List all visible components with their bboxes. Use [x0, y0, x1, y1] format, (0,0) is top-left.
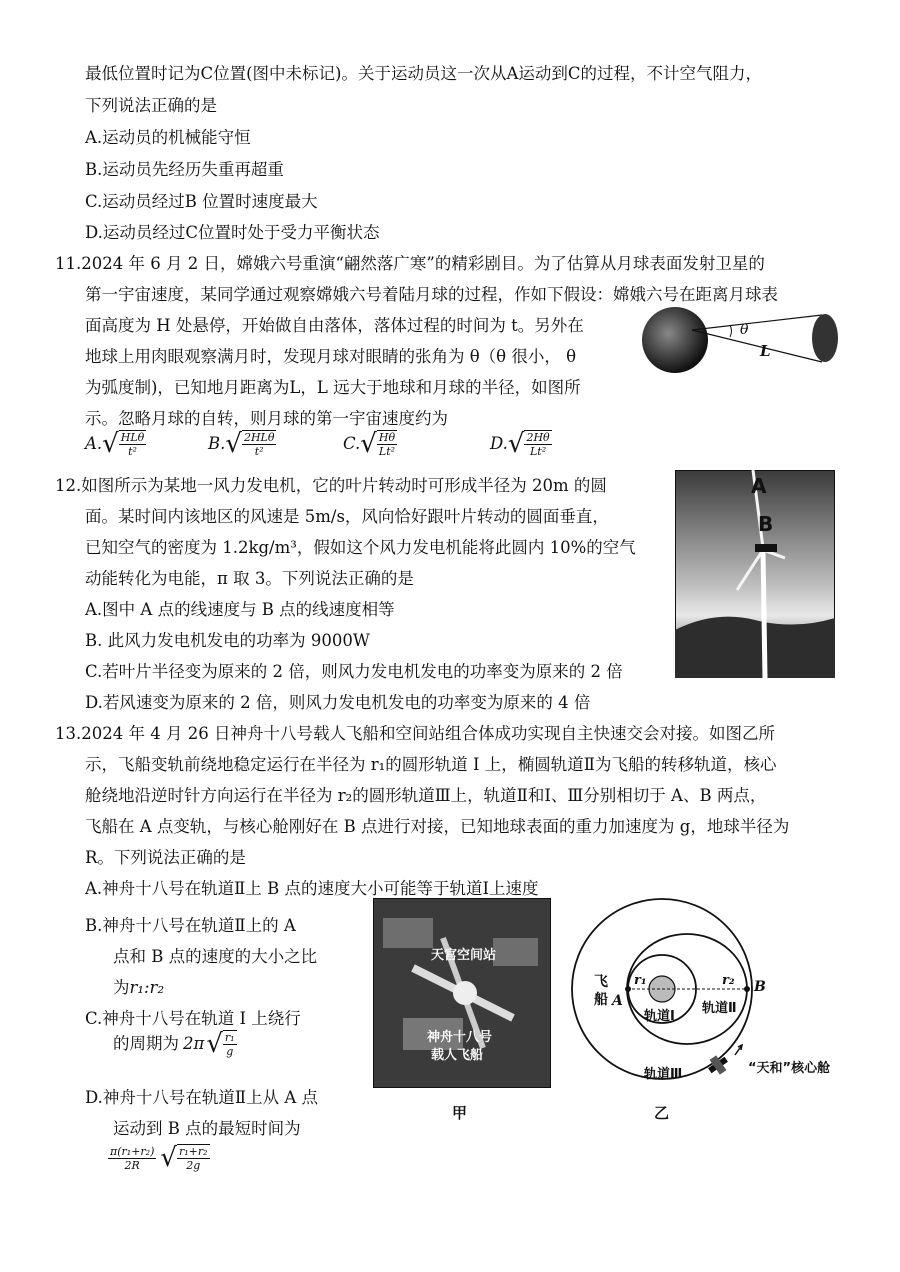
q12-option-a: A.图中 A 点的线速度与 B 点的线速度相等	[85, 600, 395, 619]
q13-stem-line5: R。下列说法正确的是	[85, 848, 246, 867]
q11-option-b: B. √ $\frac{\text{2HLθ}}{\text{t²}}$	[208, 429, 275, 459]
q11-a-num: HLθ	[120, 431, 145, 444]
q11-option-a-label: A.	[85, 434, 103, 453]
q13-stem-line3: 舱绕地沿逆时针方向运行在半径为 r₂的圆形轨道Ⅲ上，轨道Ⅱ和Ⅰ、Ⅲ分别相切于 A、B 两点，	[85, 786, 767, 805]
q11-b-den: t²	[254, 445, 264, 458]
q13-b-ratio: r₁:r₂	[129, 978, 165, 997]
q11-a-den: t²	[128, 445, 137, 458]
q13-orb-ship-label1: 飞	[594, 974, 608, 990]
q10-stem-line1: 最低位置时记为C位置(图中未标记)。关于运动员这一次从A运动到C的过程，不计空气阻力，	[85, 64, 763, 83]
q13-orb-point-a: A	[612, 993, 623, 1009]
q12-option-c: C.若叶片半径变为原来的 2 倍，则风力发电机发电的功率变为原来的 2 倍	[85, 662, 623, 681]
q12-wind-turbine-photo	[675, 470, 835, 678]
wind-turbine-icon	[675, 470, 835, 678]
q13-orb-point-b: B	[754, 979, 766, 995]
q13-d-sden: 2g	[186, 1159, 201, 1172]
q10-option-d: D.运动员经过C位置时处于受力平衡状态	[85, 223, 380, 242]
q13-space-station-photo	[373, 898, 551, 1088]
q11-option-a: A. √ $\frac{\text{HLθ}}{\text{t²}}$	[85, 429, 145, 459]
q10-stem-line2: 下列说法正确的是	[85, 96, 217, 115]
q11-stem-line1: 11.2024 年 6 月 2 日，嫦娥六号重演“翩然落广寒”的精彩剧目。为了估算从月球表面发射卫星的	[55, 254, 765, 273]
q13-photo-label-ship2: 载人飞船	[431, 1048, 484, 1063]
q12-fig-point-a: A	[751, 474, 767, 498]
q13-caption-yi: 乙	[654, 1104, 670, 1122]
q13-d-snum: r₁+r₂	[178, 1145, 208, 1158]
q11-d-den: Lt²	[530, 445, 547, 458]
q12-stem-line2: 面。某时间内该地区的风速是 5m/s，风向恰好跟叶片转动的圆面垂直，	[85, 507, 609, 526]
q13-option-b-line2: 点和 B 点的速度的大小之比	[113, 947, 318, 966]
q12-option-b: B. 此风力发电机发电的功率为 9000W	[85, 631, 370, 650]
q13-photo-label-station: 天宫空间站	[431, 948, 497, 963]
q13-b-pre: 为	[113, 978, 130, 997]
q13-d-den: 2R	[124, 1158, 140, 1172]
q13-stem-line2: 示，飞船变轨前绕地稳定运行在半径为 r₁的圆形轨道 I 上，椭圆轨道Ⅱ为飞船的转移轨道，核心	[85, 755, 777, 774]
q11-option-b-label: B.	[208, 434, 226, 453]
q13-orb-r1: r₁	[634, 973, 647, 988]
q13-photo-label-ship1: 神舟十八号	[427, 1030, 493, 1045]
q13-orb-label-II: 轨道Ⅱ	[702, 1001, 737, 1016]
q12-stem-line1: 12.如图所示为某地一风力发电机，它的叶片转动时可形成半径为 20m 的圆	[55, 476, 607, 495]
q11-fig-theta: θ	[740, 322, 749, 338]
q13-option-d-line3: $\frac{\text{π(r₁+r₂)}}{2R}$ √ $\frac{\text{r₁+r₂}}{2g}$	[110, 1143, 208, 1173]
q13-orb-label-I: 轨道Ⅰ	[644, 1009, 675, 1024]
q11-stem-line3: 面高度为 H 处悬停，开始做自由落体，落体过程的时间为 t。另外在	[85, 316, 584, 335]
q10-option-b: B.运动员先经历失重再超重	[85, 160, 284, 179]
q13-orbit-diagram	[570, 893, 850, 1093]
moon-icon	[812, 314, 838, 362]
q11-stem-line4: 地球上用肉眼观察满月时，发现月球对眼睛的张角为 θ（θ 很小， θ	[85, 347, 577, 366]
q11-figure-svg	[640, 300, 845, 380]
q13-option-a: A.神舟十八号在轨道Ⅱ上 B 点的速度大小可能等于轨道Ⅰ上速度	[85, 879, 539, 898]
q11-option-c: C. √ $\frac{H\theta}{\text{Lt²}}$	[343, 429, 396, 459]
q11-earth-moon-figure	[640, 300, 845, 380]
q11-option-d-label: D.	[490, 434, 508, 453]
q13-caption-jia: 甲	[452, 1104, 468, 1122]
q11-stem-line6: 示。忽略月球的自转，则月球的第一宇宙速度约为	[85, 409, 448, 428]
q13-option-b-line1: B.神舟十八号在轨道Ⅱ上的 A	[85, 916, 296, 935]
q10-option-a: A.运动员的机械能守恒	[85, 128, 251, 147]
q13-c-den: g	[226, 1045, 234, 1058]
q11-c-num: Hθ	[378, 431, 396, 444]
q13-orb-ship-label2: 船	[594, 992, 608, 1008]
q13-orb-label-III: 轨道Ⅲ	[644, 1067, 683, 1082]
q13-c-num: r₁	[224, 1031, 235, 1044]
q13-orb-core-module: “天和”核心舱	[748, 1061, 831, 1076]
q12-stem-line3: 已知空气的密度为 1.2kg/m³，假如这个风力发电机能将此圆内 10%的空气	[85, 538, 636, 557]
q13-c-coef: 2π	[183, 1034, 205, 1053]
q12-fig-point-b: B	[758, 512, 774, 536]
q11-d-num: 2Hθ	[526, 431, 550, 444]
q13-orb-r2: r₂	[722, 973, 735, 988]
q13-option-c-line2: 的周期为 2π √ $\frac{\text{r₁}}{g}$	[113, 1029, 235, 1059]
q11-option-c-label: C.	[343, 434, 361, 453]
q12-option-d: D.若风速变为原来的 2 倍，则风力发电机发电的功率变为原来的 4 倍	[85, 693, 591, 712]
q13-option-b-line3	[113, 977, 164, 999]
q10-option-c: C.运动员经过B 位置时速度最大	[85, 192, 318, 211]
q13-option-d-line2: 运动到 B 点的最短时间为	[113, 1119, 301, 1138]
q13-stem-line4: 飞船在 A 点变轨，与核心舱刚好在 B 点进行对接，已知地球表面的重力加速度为 g，地球半径为	[85, 817, 790, 836]
q11-b-num: 2HLθ	[243, 431, 275, 444]
earth-icon	[642, 307, 708, 373]
q13-option-d-line1: D.神舟十八号在轨道Ⅱ上从 A 点	[85, 1088, 319, 1107]
q12-stem-line4: 动能转化为电能，π 取 3。下列说法正确的是	[85, 569, 414, 588]
q11-fig-L: L	[760, 342, 771, 360]
q13-stem-line1: 13.2024 年 4 月 26 日神舟十八号载人飞船和空间站组合体成功实现自主快速交会对接。如图乙所	[55, 724, 775, 743]
q13-c-pre: 的周期为	[113, 1034, 179, 1053]
q11-stem-line2: 第一宇宙速度，某同学通过观察嫦娥六号着陆月球的过程，作如下假设：嫦娥六号在距离月球表	[85, 285, 778, 304]
q11-stem-line5: 为弧度制)，已知地月距离为L，L 远大于地球和月球的半径，如图所	[85, 378, 581, 397]
q11-option-d: D. √ $\frac{2H\theta}{\text{Lt²}}$	[490, 429, 550, 459]
q13-option-c-line1: C.神舟十八号在轨道 I 上绕行	[85, 1009, 301, 1028]
q13-d-num: π(r₁+r₂)	[110, 1144, 155, 1158]
q11-c-den: Lt²	[378, 445, 396, 458]
